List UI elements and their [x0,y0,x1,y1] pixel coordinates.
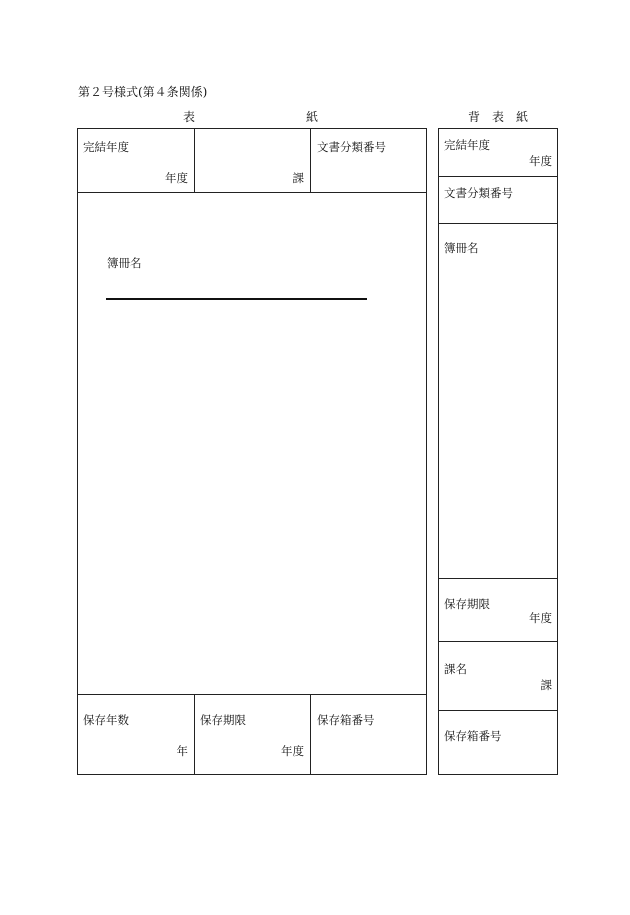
spine-retention-period-label: 保存期限 [444,597,490,611]
front-bottom-col-divider-2 [310,694,311,775]
form-title: 第２号様式(第４条関係) [78,85,208,99]
front-storage-box-label: 保存箱番号 [317,713,375,727]
spine-divider-5 [438,710,558,711]
spine-storage-box-label: 保存箱番号 [444,729,502,743]
spine-divider-4 [438,641,558,642]
front-top-col-divider-1 [194,128,195,192]
front-cover-form [77,128,427,775]
spine-section-name-label: 課名 [444,662,467,676]
front-doc-class-label: 文書分類番号 [317,140,386,154]
front-bottom-row-divider [77,694,427,695]
front-retention-years-label: 保存年数 [83,713,129,727]
spine-heading: 背 表 紙 [468,110,529,124]
spine-divider-3 [438,578,558,579]
front-top-row-divider [77,192,427,193]
spine-book-name-label: 簿冊名 [444,241,479,255]
spine-divider-2 [438,223,558,224]
front-retention-period-label: 保存期限 [200,713,246,727]
front-completion-year-label: 完結年度 [83,140,129,154]
spine-section-unit: 課 [540,678,552,692]
front-cover-heading-left: 表 [183,110,196,124]
spine-divider-1 [438,176,558,177]
front-bottom-col-divider-1 [194,694,195,775]
front-book-name-underline [106,298,367,300]
front-retention-period-unit: 年度 [281,744,304,758]
spine-retention-period-unit: 年度 [529,611,552,625]
front-cover-heading-right: 紙 [306,110,319,124]
front-top-col-divider-2 [310,128,311,192]
spine-doc-class-label: 文書分類番号 [444,186,513,200]
spine-completion-year-unit: 年度 [529,154,552,168]
front-section-unit: 課 [292,171,304,185]
front-completion-year-unit: 年度 [165,171,188,185]
spine-completion-year-label: 完結年度 [444,138,490,152]
front-book-name-label: 簿冊名 [107,256,142,270]
front-retention-years-unit: 年 [176,744,188,758]
